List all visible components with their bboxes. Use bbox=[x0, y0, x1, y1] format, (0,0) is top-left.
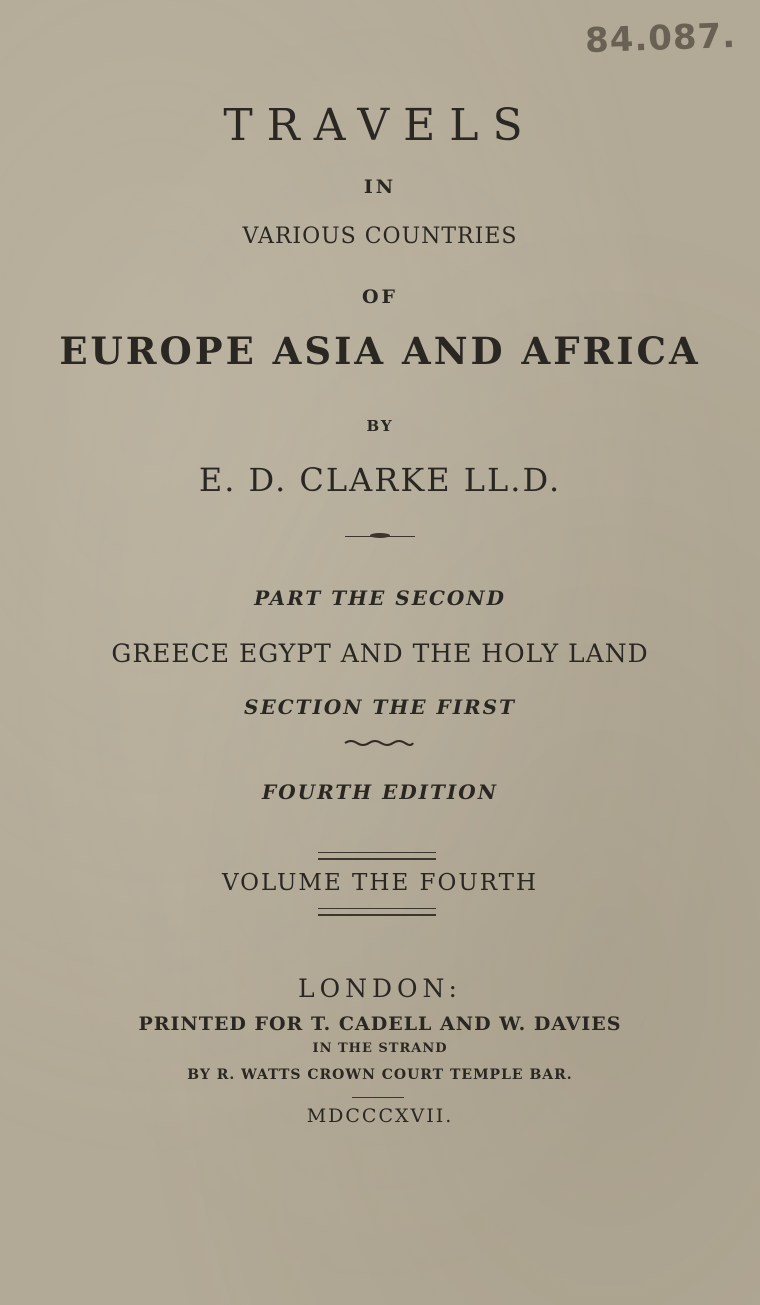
imprint-printer: BY R. WATTS CROWN COURT TEMPLE BAR. bbox=[187, 1067, 573, 1083]
subtitle-various-countries: VARIOUS COUNTRIES bbox=[242, 224, 518, 249]
year-rule bbox=[352, 1097, 404, 1098]
imprint-year: MDCCCXVII. bbox=[306, 1105, 454, 1127]
part-heading: PART THE SECOND bbox=[254, 586, 506, 610]
ornamental-rule-center bbox=[370, 533, 390, 538]
connector-in: IN bbox=[363, 176, 397, 198]
handwritten-shelfmark: 84.087. bbox=[584, 15, 737, 62]
connector-of: OF bbox=[361, 286, 399, 308]
double-rule-top bbox=[318, 852, 436, 860]
section-heading: SECTION THE FIRST bbox=[244, 695, 516, 719]
author-name: E. D. CLARKE LL.D. bbox=[198, 461, 562, 499]
imprint-location: IN THE STRAND bbox=[312, 1041, 448, 1056]
imprint-publishers: PRINTED FOR T. CADELL AND W. DAVIES bbox=[138, 1013, 622, 1035]
squiggle-ornament-path bbox=[345, 741, 413, 745]
volume-heading: VOLUME THE FOURTH bbox=[221, 870, 539, 896]
imprint-city: LONDON: bbox=[298, 974, 462, 1003]
part-subjects: GREECE EGYPT AND THE HOLY LAND bbox=[111, 639, 649, 668]
connector-by: BY bbox=[366, 417, 394, 435]
edition-heading: FOURTH EDITION bbox=[262, 780, 498, 804]
subtitle-regions: EUROPE ASIA AND AFRICA bbox=[59, 329, 701, 373]
double-rule-bottom bbox=[318, 908, 436, 916]
squiggle-ornament bbox=[343, 739, 415, 747]
book-title: TRAVELS bbox=[223, 100, 537, 151]
